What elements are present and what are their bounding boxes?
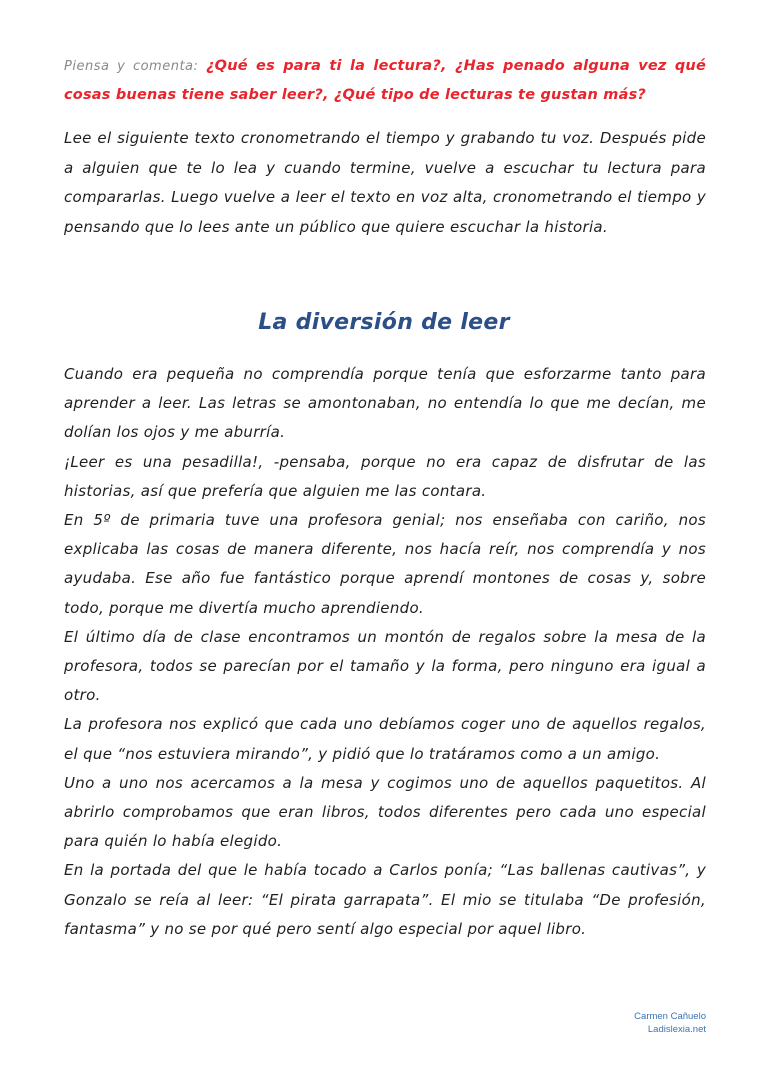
story-paragraph: La profesora nos explicó que cada uno debíamos coger uno de aquellos regalos, el que “nos estuviera mirando”, y pidió que lo tratáramos como a un amigo.	[64, 715, 706, 763]
story-title: La diversión de leer	[258, 310, 510, 335]
page-footer	[634, 1010, 706, 1036]
reading-instructions: Lee el siguiente texto cronometrando el tiempo y grabando tu voz. Después pide a alguien que te lo lea y cuando termine, vuelve a escuchar tu lectura para compararlas. Luego vuelve a leer el texto en voz alta, cronometrando el tiempo y pensando que lo lees ante un público que quiere escuchar la historia.	[64, 129, 706, 236]
footer-author: Carmen Cañuelo	[634, 1011, 706, 1022]
story-paragraph: En 5º de primaria tuve una profesora genial; nos enseñaba con cariño, nos explicaba las cosas de manera diferente, nos hacía reír, nos comprendía y nos ayudaba. Ese año fue fantástico porque aprendí montones de cosas y, sobre todo, porque me divertía mucho aprendiendo.	[64, 511, 706, 617]
story-paragraph: En la portada del que le había tocado a Carlos ponía; “Las ballenas cautivas”, y Gonzalo se reía al leer: “El pirata garrapata”. El mio se titulaba “De profesión, fantasma” y no se por qué pero sentí algo especial por aquel libro.	[64, 861, 706, 938]
prompt-question: ¿Qué es para ti la lectura?, ¿Has penado alguna vez qué cosas buenas tiene saber leer?, ¿Qué tipo de lecturas te gustan más?	[64, 58, 706, 103]
footer-site: Ladislexia.net	[647, 1024, 706, 1035]
prompt-lead: Piensa y comenta:	[64, 59, 199, 74]
story-body	[64, 360, 706, 944]
story-paragraph: Cuando era pequeña no comprendía porque tenía que esforzarme tanto para aprender a leer. Las letras se amontonaban, no entendía lo que me decían, me dolían los ojos y me aburría.	[64, 365, 706, 442]
story-paragraph: El último día de clase encontramos un montón de regalos sobre la mesa de la profesora, todos se parecían por el tamaño y la forma, pero ninguno era igual a otro.	[64, 627, 706, 705]
story-paragraph: Uno a uno nos acercamos a la mesa y cogimos uno de aquellos paquetitos. Al abrirlo comprobamos que eran libros, todos diferentes pero cada uno especial para quién lo había elegido.	[64, 773, 706, 851]
discussion-prompt	[64, 52, 706, 110]
story-paragraph: ¡Leer es una pesadilla!, -pensaba, porque no era capaz de disfrutar de las historias, así que prefería que alguien me las contara.	[64, 452, 706, 500]
